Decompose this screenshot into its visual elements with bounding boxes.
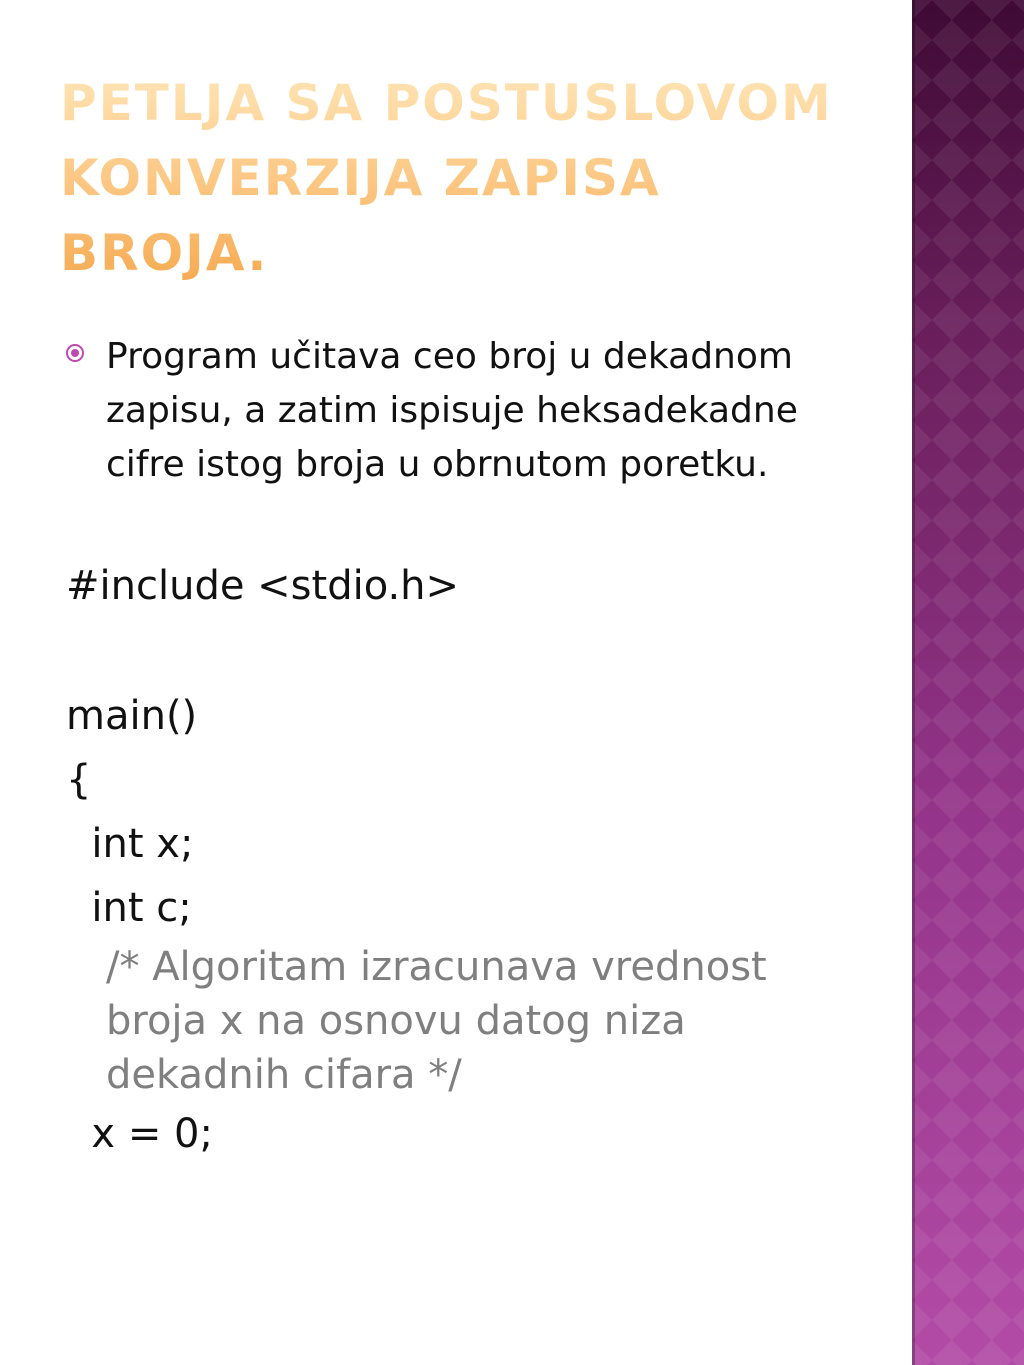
side-band-pattern bbox=[912, 0, 1024, 1365]
bullet-text: Program učitava ceo broj u dekadnom zapisu, a zatim ispisuje heksadekadne cifre istog broja u obrnutom poretku. bbox=[106, 336, 798, 485]
slide-title bbox=[60, 66, 900, 291]
code-open-brace: { bbox=[66, 757, 92, 803]
spacer bbox=[66, 618, 866, 684]
decorative-side-band bbox=[912, 0, 1024, 1365]
code-include: #include <stdio.h> bbox=[66, 563, 460, 609]
title-line-2: KONVERZIJA ZAPISA bbox=[60, 149, 661, 207]
spacer bbox=[66, 492, 866, 554]
slide-body bbox=[66, 330, 866, 1166]
bullet-item bbox=[66, 330, 866, 492]
side-band-edge bbox=[912, 0, 915, 1365]
code-decl-c: int c; bbox=[66, 885, 192, 931]
title-line-3: BROJA. bbox=[60, 224, 269, 282]
title-line-1: PETLJA SA POSTUSLOVOM bbox=[60, 74, 833, 132]
code-main: main() bbox=[66, 693, 198, 739]
code-assign: x = 0; bbox=[66, 1111, 213, 1157]
code-comment: /* Algoritam izracunava vrednost broja x na osnovu datog niza dekadnih cifara */ bbox=[106, 944, 767, 1098]
circle-bullet-icon bbox=[66, 344, 84, 362]
code-decl-x: int x; bbox=[66, 821, 194, 867]
